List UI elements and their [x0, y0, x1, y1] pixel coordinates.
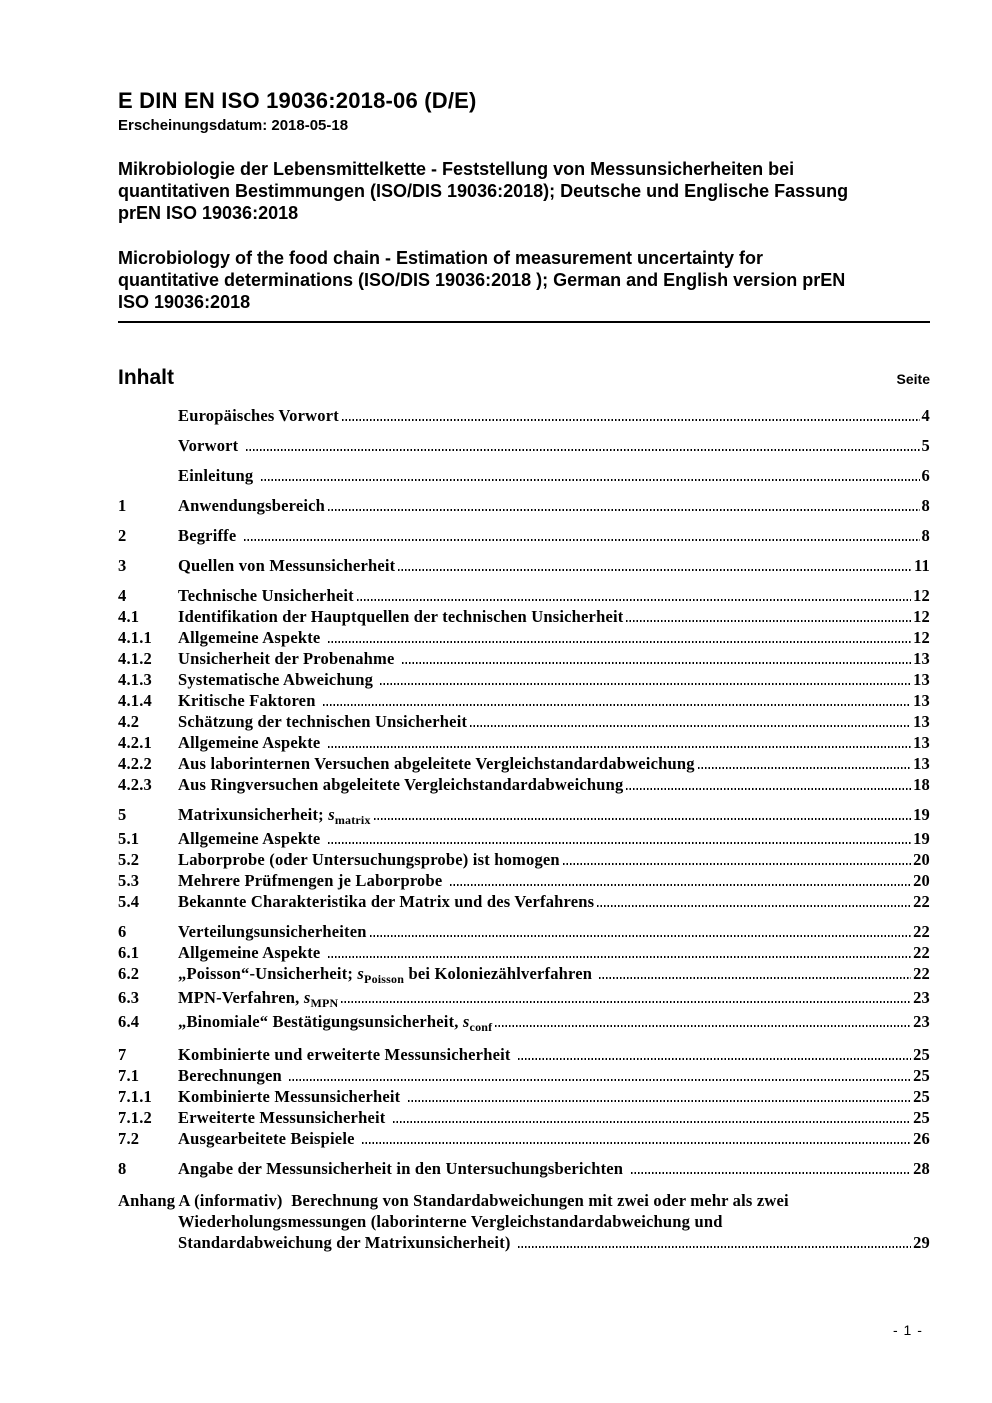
- toc-row: [118, 671, 930, 688]
- toc-entry-title: Technische Unsicherheit: [178, 586, 354, 605]
- toc-entry-number: 6.1: [118, 943, 140, 962]
- title-text: bei Koloniezählverfahren: [404, 964, 597, 983]
- toc-dot-leader: [374, 818, 911, 820]
- symbol-italic: s: [462, 1012, 470, 1031]
- toc-entry-page: 12: [913, 607, 930, 626]
- toc-dot-leader: [323, 704, 911, 706]
- toc-entry-number: 6.4: [118, 1012, 140, 1031]
- toc-dot-leader: [246, 449, 920, 451]
- toc-entry-number: 7: [118, 1045, 127, 1064]
- toc-entry-page: 25: [913, 1108, 930, 1127]
- annex-last-line: [118, 1232, 930, 1253]
- toc-entry-title: [178, 989, 338, 1009]
- toc-dot-leader: [470, 725, 911, 727]
- toc-entry-page: 22: [913, 943, 930, 962]
- toc-entry-number: 5.3: [118, 871, 140, 890]
- toc-row: [118, 1013, 930, 1033]
- toc-entry-page: 22: [913, 892, 930, 911]
- toc-row: [118, 944, 930, 961]
- annex-line: Wiederholungsmessungen (laborinterne Vergleichstandardabweichung und: [178, 1212, 723, 1231]
- toc-row: [118, 830, 930, 847]
- toc-entry-page: 6: [921, 466, 930, 485]
- toc-row: [118, 965, 930, 985]
- toc-entry-number: 4.1.1: [118, 628, 152, 647]
- toc-dot-leader: [261, 479, 920, 481]
- toc-entry-page: 18: [913, 775, 930, 794]
- toc-row: [118, 734, 930, 751]
- toc-dot-leader: [328, 842, 911, 844]
- toc-entry-number: 6.2: [118, 964, 140, 983]
- toc-row: [118, 1160, 930, 1177]
- toc-entry-title: Laborprobe (oder Untersuchungsprobe) ist homogen: [178, 850, 560, 869]
- toc-entry-page: 5: [921, 436, 930, 455]
- toc-row: [118, 557, 930, 574]
- toc-dot-leader: [357, 599, 911, 601]
- toc-row: [118, 989, 930, 1009]
- title-line: ISO 19036:2018: [118, 292, 251, 312]
- toc-entry-page: 13: [913, 733, 930, 752]
- annex-line: Anhang A (informativ) Berechnung von Standardabweichungen mit zwei oder mehr als zwei: [118, 1191, 789, 1210]
- toc-row: [118, 806, 930, 826]
- toc-entry-title: Verteilungsunsicherheiten: [178, 922, 367, 941]
- toc-entry-title: Einleitung: [178, 466, 258, 485]
- toc-dot-leader: [289, 1079, 911, 1081]
- title-line: Microbiology of the food chain - Estimation of measurement uncertainty for: [118, 248, 764, 268]
- toc-dot-leader: [362, 1142, 911, 1144]
- toc-entry-page: 4: [921, 406, 930, 425]
- page-content: [118, 0, 930, 1253]
- annex-line: Standardabweichung der Matrixunsicherheit): [178, 1233, 515, 1252]
- toc-dot-leader: [563, 863, 911, 865]
- toc-entry-number: 7.1.1: [118, 1087, 152, 1106]
- toc-entry-title: Begriffe: [178, 526, 241, 545]
- toc-entry-title: Angabe der Messunsicherheit in den Untersuchungsberichten: [178, 1159, 628, 1178]
- toc-entry-title: Systematische Abweichung: [178, 670, 378, 689]
- toc-list: [118, 407, 930, 1177]
- toc-dot-leader: [370, 935, 911, 937]
- toc-entry-title: Europäisches Vorwort: [178, 406, 339, 425]
- toc-row: [118, 851, 930, 868]
- toc-entry-number: 4.2.3: [118, 775, 152, 794]
- toc-dot-leader: [495, 1025, 911, 1027]
- toc-heading: Inhalt: [118, 366, 174, 389]
- title-text: MPN-Verfahren,: [178, 988, 304, 1007]
- toc-dot-leader: [408, 1100, 911, 1102]
- symbol-subscript: conf: [469, 1020, 493, 1034]
- toc-entry-title: Schätzung der technischen Unsicherheit: [178, 712, 468, 731]
- toc-entry-page: 23: [913, 988, 930, 1007]
- toc-page-column-label: Seite: [896, 371, 930, 387]
- symbol-subscript: matrix: [334, 813, 371, 827]
- toc-entry-page: 13: [913, 691, 930, 710]
- document-number: E DIN EN ISO 19036:2018-06 (D/E): [118, 88, 477, 113]
- toc-entry-number: 8: [118, 1159, 127, 1178]
- toc-entry-number: 4.2.1: [118, 733, 152, 752]
- toc-entry-title: [178, 806, 371, 826]
- title-line: quantitative determinations (ISO/DIS 19036:2018 ); German and English version prEN: [118, 270, 846, 290]
- toc-entry-page: 26: [913, 1129, 930, 1148]
- toc-entry-title: Aus Ringversuchen abgeleitete Vergleichstandardabweichung: [178, 775, 624, 794]
- toc-entry-page: 13: [913, 712, 930, 731]
- toc-entry-number: 7.1.2: [118, 1108, 152, 1127]
- toc-dot-leader: [328, 509, 920, 511]
- toc-row: [118, 437, 930, 454]
- toc-entry-page: 22: [913, 964, 930, 983]
- toc-row: [118, 527, 930, 544]
- toc-entry-title: Kritische Faktoren: [178, 691, 320, 710]
- toc-row: [118, 713, 930, 730]
- toc-dot-leader: [597, 905, 911, 907]
- toc-row: [118, 1046, 930, 1063]
- toc-dot-leader: [402, 662, 911, 664]
- toc-dot-leader: [518, 1058, 911, 1060]
- toc-entry-title: Ausgearbeitete Beispiele: [178, 1129, 359, 1148]
- toc-entry-title: Berechnungen: [178, 1066, 287, 1085]
- toc-dot-leader: [698, 767, 911, 769]
- toc-entry-title: Kombinierte und erweiterte Messunsicherheit: [178, 1045, 515, 1064]
- toc-entry-page: 20: [913, 850, 930, 869]
- toc-entry-number: 2: [118, 526, 127, 545]
- page-number-footer: - 1 -: [893, 1322, 923, 1338]
- toc-entry-page: 25: [913, 1087, 930, 1106]
- toc-row: [118, 650, 930, 667]
- toc-dot-leader: [244, 539, 920, 541]
- toc-entry-number: 4.2.2: [118, 754, 152, 773]
- toc-entry-number: 4: [118, 586, 127, 605]
- toc-dot-leader: [328, 641, 911, 643]
- toc-entry-title: Allgemeine Aspekte: [178, 733, 325, 752]
- toc-row: [118, 1067, 930, 1084]
- toc-dot-leader: [626, 620, 911, 622]
- toc-entry-number: 5.2: [118, 850, 140, 869]
- symbol-subscript: MPN: [310, 996, 339, 1010]
- toc-row: [118, 755, 930, 772]
- toc-entry-title: Mehrere Prüfmengen je Laborprobe: [178, 871, 447, 890]
- toc-entry-page: 25: [913, 1045, 930, 1064]
- toc-entry-number: 6.3: [118, 988, 140, 1007]
- toc-entry-page: 12: [913, 586, 930, 605]
- toc-entry-page: 20: [913, 871, 930, 890]
- toc-entry-number: 5.1: [118, 829, 140, 848]
- toc-row: [118, 497, 930, 514]
- document-title-german: [118, 158, 930, 224]
- toc-entry-title: Erweiterte Messunsicherheit: [178, 1108, 390, 1127]
- toc-entry-title: Unsicherheit der Probenahme: [178, 649, 399, 668]
- title-line: quantitativen Bestimmungen (ISO/DIS 19036:2018); Deutsche und Englische Fassung: [118, 181, 849, 201]
- publication-date: Erscheinungsdatum: 2018-05-18: [118, 117, 349, 134]
- toc-entry-title: Vorwort: [178, 436, 243, 455]
- toc-entry-page: 25: [913, 1066, 930, 1085]
- toc-entry-page: 28: [913, 1159, 930, 1178]
- toc-dot-leader: [626, 788, 911, 790]
- toc-row: [118, 629, 930, 646]
- toc-entry-title: [178, 1013, 492, 1033]
- toc-entry-number: 4.1.4: [118, 691, 152, 710]
- toc-row: [118, 776, 930, 793]
- toc-entry-number: 5.4: [118, 892, 140, 911]
- symbol-italic: s: [303, 988, 311, 1007]
- title-text: „Poisson“-Unsicherheit;: [178, 964, 358, 983]
- toc-entry-page: 19: [913, 829, 930, 848]
- toc-entry-page: 19: [913, 805, 930, 824]
- toc-dot-leader: [631, 1172, 912, 1174]
- toc-row: [118, 1130, 930, 1147]
- toc-entry-title: Allgemeine Aspekte: [178, 829, 325, 848]
- toc-entry-number: 4.1: [118, 607, 140, 626]
- toc-entry-page: 8: [921, 496, 930, 515]
- toc-entry-title: Bekannte Charakteristika der Matrix und des Verfahrens: [178, 892, 595, 911]
- symbol-italic: s: [328, 805, 335, 824]
- toc-dot-leader: [380, 683, 911, 685]
- toc-dot-leader: [328, 956, 911, 958]
- toc-entry-page: 22: [913, 922, 930, 941]
- toc-row: [118, 407, 930, 424]
- toc-row: [118, 1109, 930, 1126]
- toc-dot-leader: [342, 419, 920, 421]
- toc-dot-leader: [398, 569, 912, 571]
- toc-entry-title: Anwendungsbereich: [178, 496, 326, 515]
- symbol-italic: s: [357, 964, 365, 983]
- toc-entry-title: Aus laborinternen Versuchen abgeleitete Vergleichstandardabweichung: [178, 754, 695, 773]
- toc-entry-number: 5: [118, 805, 127, 824]
- toc-entry-page: 13: [913, 670, 930, 689]
- toc-entry-title: Allgemeine Aspekte: [178, 943, 325, 962]
- toc-entry-page: 11: [914, 556, 930, 575]
- toc-row: [118, 587, 930, 604]
- toc-dot-leader: [393, 1121, 911, 1123]
- toc-row: [118, 923, 930, 940]
- toc-entry-title: Quellen von Messunsicherheit: [178, 556, 396, 575]
- toc-dot-leader: [328, 746, 911, 748]
- toc-entry-number: 4.1.2: [118, 649, 152, 668]
- toc-entry-page: 23: [913, 1012, 930, 1031]
- toc-entry-number: 6: [118, 922, 127, 941]
- toc-entry-page: 8: [921, 526, 930, 545]
- toc-entry-number: 1: [118, 496, 127, 515]
- toc-dot-leader: [518, 1246, 911, 1248]
- toc-entry-title: Kombinierte Messunsicherheit: [178, 1087, 405, 1106]
- title-text: „Binomiale“ Bestätigungsunsicherheit,: [178, 1012, 463, 1031]
- toc-entry-number: 7.1: [118, 1066, 140, 1085]
- title-line: Mikrobiologie der Lebensmittelkette - Feststellung von Messunsicherheiten bei: [118, 159, 795, 179]
- header-divider: [118, 321, 930, 323]
- toc-row: [118, 893, 930, 910]
- title-line: prEN ISO 19036:2018: [118, 203, 299, 223]
- symbol-subscript: Poisson: [364, 972, 405, 986]
- toc-row: [118, 1088, 930, 1105]
- toc-entry-number: 3: [118, 556, 127, 575]
- toc-header: [118, 365, 930, 391]
- toc-row: [118, 467, 930, 484]
- toc-row: [118, 608, 930, 625]
- toc-dot-leader: [341, 1001, 911, 1003]
- toc-entry-title: Identifikation der Hauptquellen der technischen Unsicherheit: [178, 607, 624, 626]
- title-text: Matrixunsicherheit;: [178, 805, 329, 824]
- toc-dot-leader: [599, 977, 911, 979]
- toc-entry-page: 12: [913, 628, 930, 647]
- toc-entry-page: 29: [913, 1233, 930, 1252]
- toc-entry-number: 4.1.3: [118, 670, 152, 689]
- toc-row: [118, 692, 930, 709]
- toc-row: [118, 872, 930, 889]
- toc-entry-page: 13: [913, 754, 930, 773]
- toc-annex-entry: [118, 1190, 930, 1253]
- toc-entry-number: 4.2: [118, 712, 140, 731]
- toc-entry-number: 7.2: [118, 1129, 140, 1148]
- toc-entry-title: Allgemeine Aspekte: [178, 628, 325, 647]
- toc-entry-title: [178, 965, 596, 985]
- toc-dot-leader: [450, 884, 911, 886]
- toc-entry-page: 13: [913, 649, 930, 668]
- document-title-english: [118, 247, 930, 313]
